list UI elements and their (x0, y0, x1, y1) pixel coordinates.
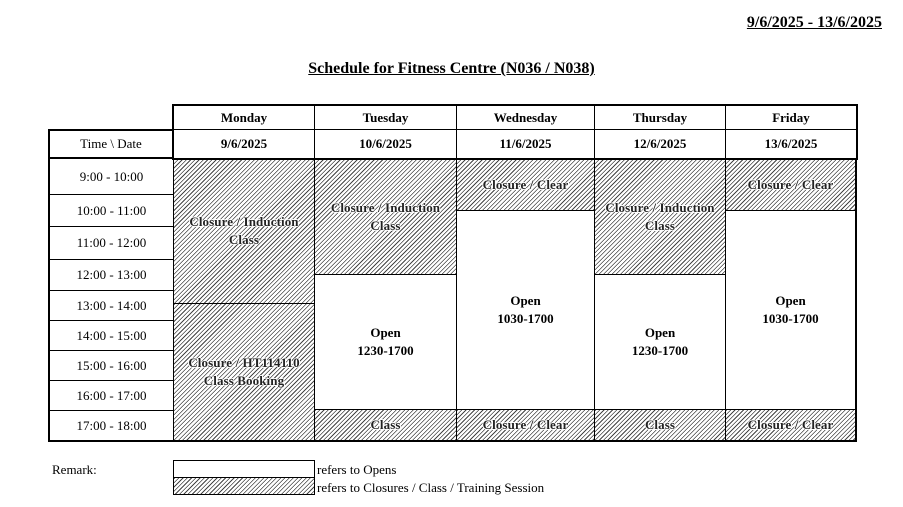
block-text: 1030-1700 (497, 311, 554, 326)
block-text: Open (510, 293, 541, 308)
remark-label: Remark: (52, 462, 97, 477)
header-date-tuesday: 10/6/2025 (314, 129, 457, 159)
block-text: Class Booking (203, 373, 285, 388)
block-tuesday-open (314, 274, 457, 410)
block-text: Closure / Clear (747, 417, 834, 432)
block-wednesday-closure-clear (456, 409, 595, 442)
legend-closure-text: refers to Closures / Class / Training Session (317, 480, 545, 495)
block-text: Open (644, 325, 676, 340)
legend-open-swatch (173, 460, 315, 478)
legend-closure-swatch (173, 477, 315, 495)
block-wednesday-closure-clear (456, 158, 595, 211)
time-slot: 17:00 - 18:00 (48, 410, 174, 442)
block-monday-closure-booking (173, 303, 315, 442)
header-day-monday: Monday (173, 105, 315, 130)
block-text: Closure / Clear (482, 176, 569, 192)
time-slot: 13:00 - 14:00 (48, 290, 174, 321)
block-friday-open (725, 210, 857, 410)
block-text: 1030-1700 (762, 311, 819, 326)
header-day-wednesday: Wednesday (456, 105, 595, 130)
date-range: 9/6/2025 - 13/6/2025 (746, 14, 882, 31)
block-text: 1230-1700 (357, 343, 414, 358)
block-text: Closure / Induction (330, 199, 441, 215)
time-slot: 10:00 - 11:00 (48, 194, 174, 227)
corner-header: Time \ Date (48, 129, 174, 159)
time-slot: 14:00 - 15:00 (48, 320, 174, 351)
header-date-monday: 9/6/2025 (173, 129, 315, 159)
block-tuesday-class (314, 409, 457, 442)
block-thursday-open (594, 274, 726, 410)
block-text: Open (370, 325, 401, 340)
time-slot: 16:00 - 17:00 (48, 380, 174, 411)
block-thursday-class (594, 409, 726, 442)
legend-open-text: refers to Opens (317, 462, 397, 477)
block-text: Class (644, 417, 676, 432)
block-text: Class (370, 217, 401, 233)
block-text: 1230-1700 (631, 343, 689, 358)
block-text: Class (644, 217, 676, 233)
page-title: Schedule for Fitness Centre (N036 / N038) (308, 60, 595, 77)
block-text: Closure / HT114110 (188, 355, 300, 370)
header-day-friday: Friday (725, 105, 857, 130)
header-day-tuesday: Tuesday (314, 105, 457, 130)
block-text: Closure / Clear (482, 417, 569, 432)
time-slot: 12:00 - 13:00 (48, 259, 174, 291)
header-date-wednesday: 11/6/2025 (456, 129, 595, 159)
block-monday-closure-induction (173, 158, 315, 304)
block-text: Closure / Clear (747, 176, 834, 192)
block-text: Open (775, 293, 806, 308)
block-tuesday-closure-induction (314, 158, 457, 275)
block-text: Closure / Induction (189, 214, 299, 229)
header-date-friday: 13/6/2025 (725, 129, 857, 159)
block-text: Closure / Induction (605, 199, 715, 215)
time-slot: 9:00 - 10:00 (48, 158, 174, 195)
header-day-thursday: Thursday (594, 105, 726, 130)
time-slot: 11:00 - 12:00 (48, 226, 174, 260)
block-friday-closure-clear (725, 409, 857, 442)
time-slot: 15:00 - 16:00 (48, 350, 174, 381)
block-friday-closure-clear (725, 158, 857, 211)
header-date-thursday: 12/6/2025 (594, 129, 726, 159)
block-text: Class (228, 232, 260, 247)
block-thursday-closure-induction (594, 158, 726, 275)
block-wednesday-open (456, 210, 595, 410)
block-text: Class (370, 417, 401, 432)
